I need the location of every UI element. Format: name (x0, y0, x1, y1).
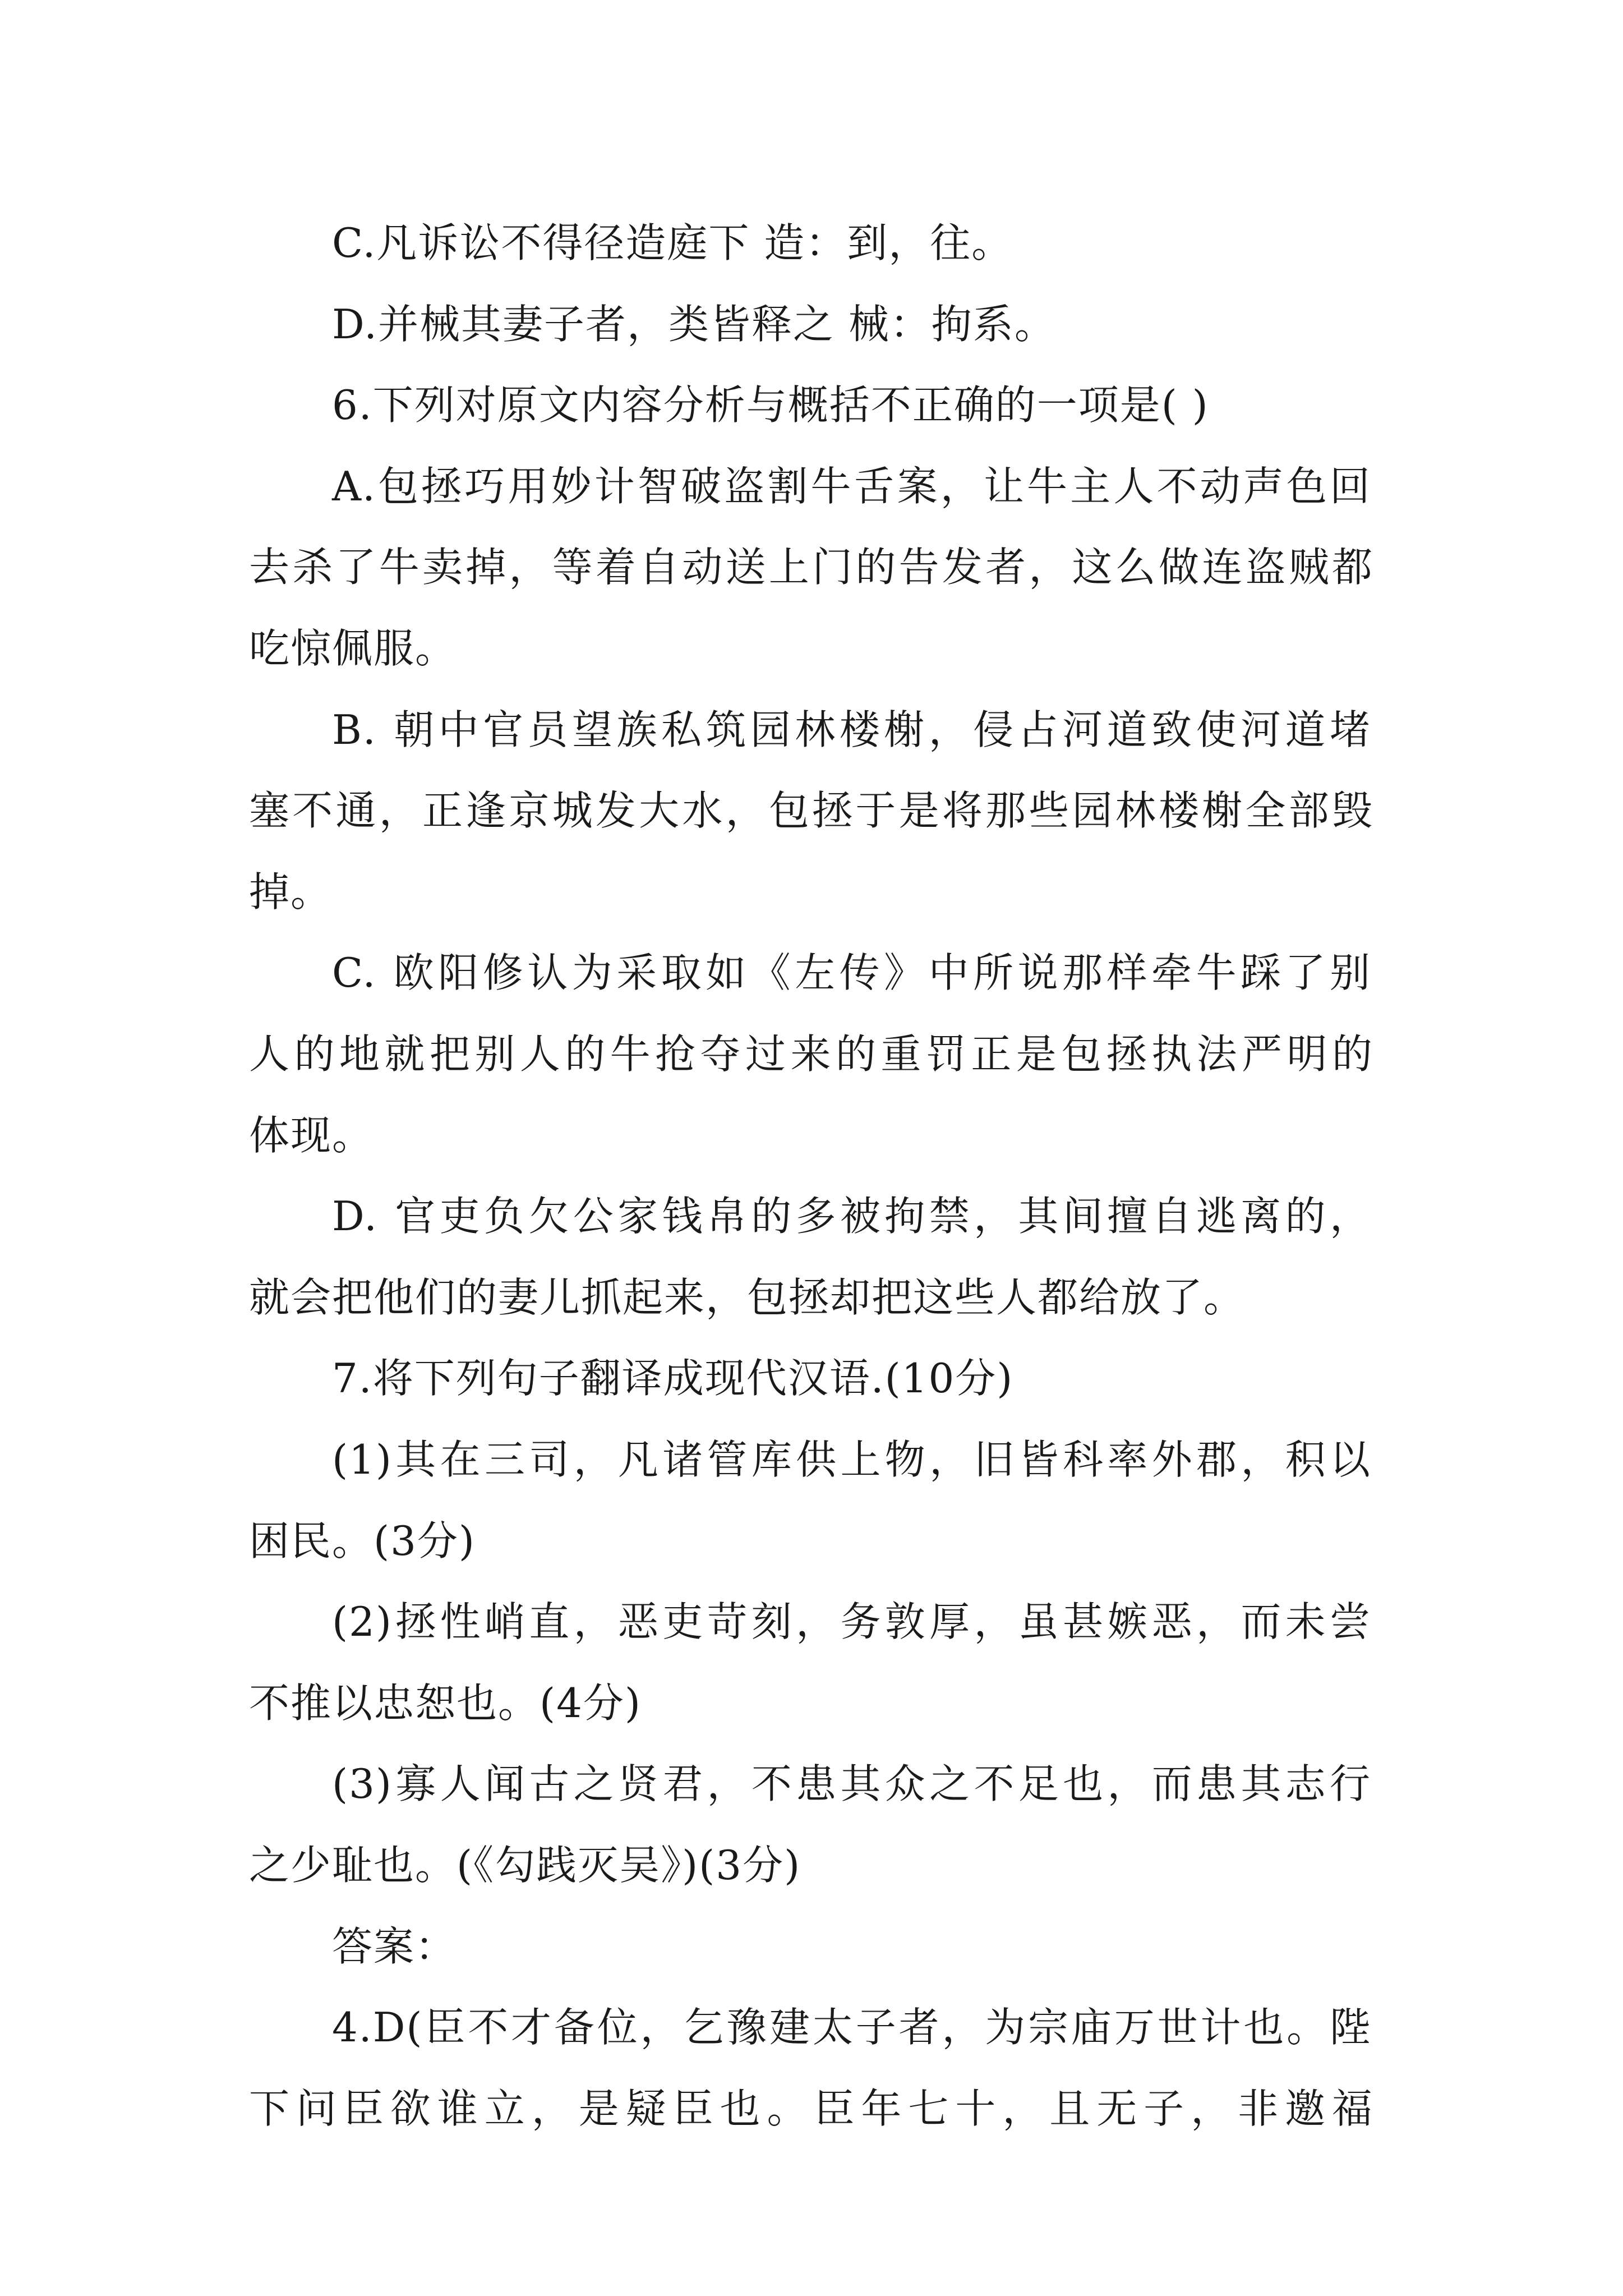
q6-option-b-line2: 塞不通，正逢京城发大水，包拯于是将那些园林楼榭全部毁 (249, 787, 1373, 834)
q6-option-c-line2: 人的地就把别人的牛抢夺过来的重罚正是包拯执法严明的 (249, 1030, 1373, 1078)
q7-item1-line1: (1)其在三司，凡诸管库供上物，旧皆科率外郡，积以 (332, 1436, 1371, 1483)
q6-option-d-line1: D. 官吏负欠公家钱帛的多被拘禁，其间擅自逃离的， (332, 1193, 1371, 1240)
q6-option-d-line2: 就会把他们的妻儿抓起来，包拯却把这些人都给放了。 (249, 1274, 1246, 1321)
question-7-heading: 7.将下列句子翻译成现代汉语.(10分) (332, 1355, 1014, 1402)
answer-heading: 答案： (332, 1923, 457, 1970)
q7-item3-line2: 之少耻也。(《勾践灭吴》)(3分) (249, 1842, 801, 1889)
answer-4-line1: 4.D(臣不才备位，乞豫建太子者，为宗庙万世计也。陛 (332, 2004, 1371, 2051)
q6-option-b-line3: 掉。 (249, 868, 333, 915)
q7-item3-line1: (3)寡人闻古之贤君，不患其众之不足也，而患其志行 (332, 1760, 1371, 1807)
q6-option-c-line1: C. 欧阳修认为采取如《左传》中所说那样牵牛踩了别 (332, 949, 1371, 996)
q7-item2-line2: 不推以忠恕也。(4分) (249, 1680, 642, 1727)
q6-option-a-line1: A.包拯巧用妙计智破盗割牛舌案，让牛主人不动声色回 (332, 463, 1371, 510)
q6-option-b-line1: B. 朝中官员望族私筑园林楼榭，侵占河道致使河道堵 (332, 706, 1371, 753)
option-d-text: D.并械其妻子者，类皆释之 械：拘系。 (332, 301, 1056, 348)
q6-option-a-line2: 去杀了牛卖掉，等着自动送上门的告发者，这么做连盗贼都 (249, 544, 1373, 591)
q6-option-a-line3: 吃惊佩服。 (249, 625, 457, 672)
q6-option-c-line3: 体现。 (249, 1112, 374, 1159)
q7-item2-line1: (2)拯性峭直，恶吏苛刻，务敦厚，虽甚嫉恶，而未尝 (332, 1598, 1371, 1645)
option-c-text: C.凡诉讼不得径造庭下 造：到，往。 (332, 219, 1013, 266)
answer-4-line2: 下问臣欲谁立，是疑臣也。臣年七十，且无子，非邀福 (249, 2085, 1373, 2132)
q7-item1-line2: 困民。(3分) (249, 1517, 476, 1565)
question-6-heading: 6.下列对原文内容分析与概括不正确的一项是( ) (332, 381, 1209, 429)
